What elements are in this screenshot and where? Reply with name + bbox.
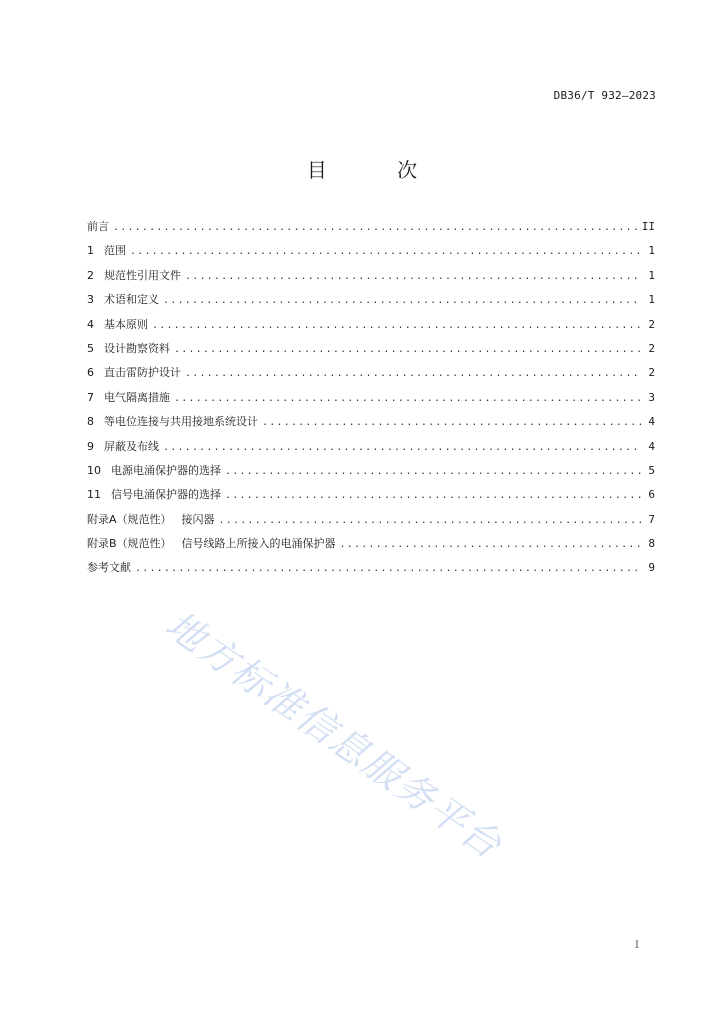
toc-entry-title: 基本原则 [104,317,148,331]
toc-leader-dots [225,462,641,482]
toc-entry[interactable] [87,290,655,314]
toc-entry-number: 3 [87,293,94,307]
toc-entry-label [87,534,336,554]
toc-entry[interactable] [87,510,655,534]
toc-entry-page: 2 [648,341,655,355]
toc-entry-page: 9 [648,561,655,575]
toc-entry-title: 屏蔽及布线 [104,439,159,453]
toc-entry[interactable] [87,339,655,363]
toc-entry-page: 1 [648,244,655,258]
toc-leader-dots [185,364,641,384]
toc-entry-number: 10 [87,463,101,477]
toc-entry-title: 等电位连接与共用接地系统设计 [104,415,258,429]
toc-entry-number: 6 [87,366,94,380]
page-title: 目 次 [306,158,450,182]
toc-leader-dots [185,267,641,287]
toc-entry-number: 9 [87,439,94,453]
toc-entry[interactable] [87,363,655,387]
toc-entry[interactable] [87,485,655,509]
toc-leader-dots [113,218,638,238]
toc-entry-title: 设计勘察资料 [104,341,170,355]
toc-entry-page: 2 [648,317,655,331]
toc-entry-page: 3 [648,390,655,404]
toc-leader-dots [174,340,641,360]
page-number: I [635,940,639,951]
toc-entry-label [87,266,181,286]
toc-entry[interactable] [87,437,655,461]
toc-entry-number: 附录A（规范性） [87,512,172,526]
toc-entry-label [87,241,126,261]
toc-entry[interactable] [87,461,655,485]
toc-entry-number: 7 [87,390,94,404]
toc-entry-page: 1 [648,293,655,307]
toc-entry[interactable] [87,266,655,290]
toc-entry-label [87,558,131,578]
toc-leader-dots [225,486,641,506]
toc-entry-title: 接闪器 [181,512,215,526]
toc-entry[interactable] [87,558,655,582]
toc-entry-page: II [641,220,655,233]
toc-entry[interactable] [87,315,655,339]
toc-entry-number: 2 [87,268,94,282]
toc-entry-title: 信号电涌保护器的选择 [111,488,221,502]
toc-entry-page: 2 [648,366,655,380]
toc-entry-label [87,437,159,457]
toc-entry-label [87,339,170,359]
toc-entry-page: 8 [648,537,655,551]
toc-entry-number: 附录B（规范性） [87,537,172,551]
toc-entry-label [87,461,221,481]
toc-entry-label [87,217,109,237]
toc-entry[interactable] [87,241,655,265]
toc-entry-title: 电源电涌保护器的选择 [111,463,221,477]
toc-entry-label [87,363,181,383]
toc-entry-label [87,412,258,432]
table-of-contents [87,217,655,583]
toc-leader-dots [163,438,641,458]
toc-entry-page: 5 [648,463,655,477]
toc-entry-title: 规范性引用文件 [104,268,181,282]
toc-entry-title: 电气隔离措施 [104,390,170,404]
toc-entry-number: 11 [87,488,101,502]
toc-entry-page: 1 [648,268,655,282]
document-code: DB36/T 932—2023 [553,89,656,102]
toc-entry-label [87,388,170,408]
toc-entry-label [87,315,148,335]
toc-entry-page: 4 [648,439,655,453]
watermark: 地方标准信息服务平台 [157,602,511,868]
toc-entry-label [87,510,215,530]
toc-leader-dots [340,535,641,555]
toc-entry-label [87,485,221,505]
toc-entry[interactable] [87,388,655,412]
toc-entry-title: 直击雷防护设计 [104,366,181,380]
toc-entry[interactable] [87,217,655,241]
toc-entry-page: 6 [648,488,655,502]
toc-leader-dots [135,559,641,579]
toc-entry-title: 信号线路上所接入的电涌保护器 [181,537,336,551]
toc-entry-label [87,290,159,310]
toc-leader-dots [130,242,641,262]
toc-leader-dots [174,389,641,409]
toc-entry-page: 4 [648,415,655,429]
toc-entry-number: 1 [87,244,94,258]
toc-entry-number: 5 [87,341,94,355]
toc-leader-dots [152,316,641,336]
toc-entry-title: 范围 [104,244,126,258]
toc-entry-number: 4 [87,317,94,331]
toc-leader-dots [219,511,641,531]
toc-entry-title: 术语和定义 [104,293,159,307]
toc-entry[interactable] [87,412,655,436]
toc-entry-number: 8 [87,415,94,429]
toc-entry-page: 7 [648,512,655,526]
toc-entry-title: 参考文献 [87,561,131,575]
toc-leader-dots [163,291,641,311]
toc-entry-title: 前言 [87,220,109,233]
toc-leader-dots [262,413,641,433]
toc-entry[interactable] [87,534,655,558]
